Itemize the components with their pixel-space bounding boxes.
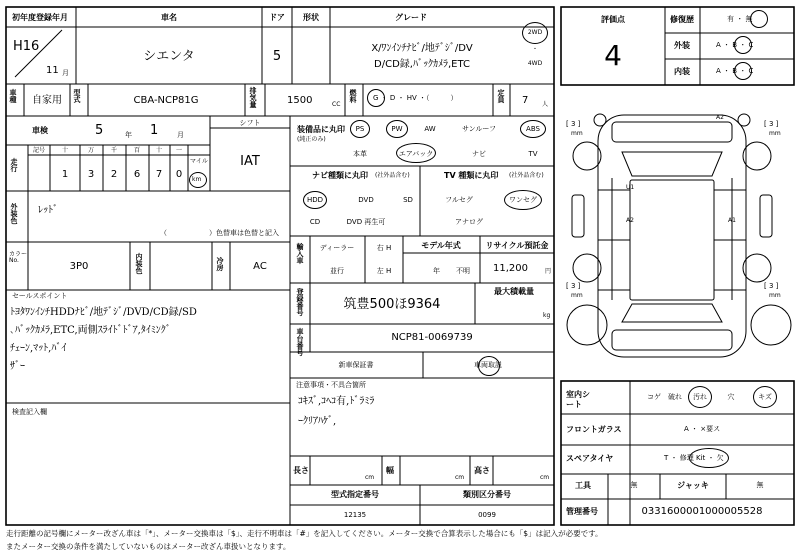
- car-name-value: シエンタ: [143, 49, 195, 64]
- navi-cd: CD: [309, 218, 321, 226]
- height-label: 高さ: [474, 466, 490, 475]
- digit-label-3: 百: [133, 147, 141, 154]
- seat-dirt: 汚れ: [693, 393, 707, 401]
- equip-airbag: エアバック: [398, 150, 434, 158]
- designation-value: 12135: [343, 511, 367, 519]
- exterior-label: 外装: [674, 41, 690, 50]
- fuel-label: 燃料: [349, 89, 357, 103]
- windshield-options: A ・ ×要ス: [684, 425, 721, 433]
- equip-abs: ABS: [526, 125, 540, 133]
- equip-navi: ナビ: [472, 150, 486, 158]
- max-load-unit: kg: [543, 312, 551, 319]
- model-year-unknown: 不明: [456, 267, 470, 275]
- diagram-bracket-tl: [ 3 ]: [566, 120, 581, 128]
- model-year-unit: 年: [433, 267, 440, 275]
- navi-title: ナビ種類に丸印: [312, 171, 368, 180]
- interior-b-ring: [734, 62, 752, 80]
- shaken-month: 1: [150, 123, 159, 138]
- km-label: km: [192, 176, 202, 183]
- equip-tv: TV: [528, 150, 538, 158]
- damage-mark-2: A2: [626, 217, 634, 224]
- first-reg-label: 初年度登録年月: [12, 13, 68, 22]
- shaken-label: 車検: [32, 126, 48, 135]
- fuel-options: G ・ D ・ HV ・（ ）: [373, 94, 458, 102]
- seat-hole: 穴: [727, 393, 735, 401]
- import-dealer: ディーラー: [319, 244, 355, 252]
- diagram-mm-tr: mm: [769, 130, 781, 137]
- tv-analog: アナログ: [455, 218, 483, 226]
- damage-mark-0: A2: [716, 114, 724, 121]
- shaken-year-unit: 年: [125, 131, 132, 139]
- inspector-label: 検査記入欄: [12, 408, 47, 416]
- sales-points-label: セールスポイント: [12, 292, 68, 300]
- equipment-label: 装備品に丸印: [297, 125, 345, 134]
- digit-label-0: 十: [61, 147, 69, 154]
- equip-leather: 本革: [353, 150, 367, 158]
- warranty-label: 新車保証書: [338, 361, 374, 369]
- chassis-value: NCP81-0069739: [391, 332, 473, 343]
- mileage-digit-4: 7: [155, 169, 163, 180]
- jack-label: ジャッキ: [677, 481, 709, 490]
- equip-aw: AW: [424, 125, 436, 133]
- max-load-label: 最大積載量: [494, 287, 534, 296]
- navi-sd: SD: [403, 196, 413, 204]
- shift-label: シフト: [239, 119, 261, 127]
- width-unit: cm: [455, 474, 465, 481]
- door-label: ドア: [269, 13, 285, 22]
- tv-fullseg: フルセグ: [445, 196, 473, 204]
- designation-label: 型式指定番号: [331, 490, 379, 499]
- mileage-label: 走行: [10, 158, 18, 172]
- sales-line-1: ﾄﾖﾀﾜﾝｲﾝﾁHDDﾅﾋﾞ/地ﾃﾞｼﾞ/DVD/CD録/SD: [10, 307, 197, 318]
- exterior-options: A ・ B ・ C: [716, 41, 754, 49]
- digit-label-2: 千: [110, 147, 118, 154]
- seat-scratch: キズ: [758, 393, 772, 401]
- first-reg-month: 11: [46, 65, 59, 76]
- repair-options: 有 ・ 無: [727, 15, 753, 23]
- car-diagram: [567, 114, 791, 357]
- import-right-h: 右 H: [376, 244, 392, 252]
- grade-line1: X/ﾜﾝｲﾝﾁﾅﾋﾞ/地ﾃﾞｼﾞ/DV: [371, 43, 473, 54]
- length-label: 長さ: [293, 466, 309, 475]
- seat-burn: コゲ: [647, 393, 661, 401]
- windshield-label: フロントガラス: [566, 425, 622, 434]
- spare-options: T ・ 修理 Kit ・ 欠: [664, 454, 724, 462]
- drive-4wd: 4WD: [527, 60, 543, 67]
- mgmt-label: 管理番号: [566, 507, 598, 516]
- grade-label: グレード: [395, 13, 427, 22]
- chassis-label: 車台番号: [296, 328, 304, 356]
- interior-options: A ・ B ・ C: [716, 67, 754, 75]
- spare-label: スペアタイヤ: [566, 454, 614, 463]
- recycle-value: 11,200: [493, 263, 528, 274]
- diagram-bracket-bl: [ 3 ]: [566, 282, 581, 290]
- tools-label: 工具: [575, 481, 591, 490]
- drive-2wd: 2WD: [527, 29, 543, 36]
- mileage-digit-5: 0: [175, 169, 183, 180]
- mileage-digit-0: 1: [61, 169, 69, 180]
- use-value: 自家用: [32, 95, 62, 106]
- color-no-label: カラーNo.: [9, 251, 28, 264]
- import-parallel: 並行: [330, 267, 344, 275]
- diagram-mm-bl: mm: [571, 292, 583, 299]
- mileage-symbol-label: 記号: [33, 147, 46, 154]
- navi-dvd-play: DVD 再生可: [346, 218, 386, 226]
- import-left-h: 左 H: [376, 267, 392, 275]
- vehicle-class-label: 車種: [9, 89, 17, 103]
- repair-none-ring: [750, 10, 768, 28]
- mileage-digit-3: 6: [133, 169, 141, 180]
- height-unit: cm: [540, 474, 550, 481]
- ac-label: 冷房: [216, 257, 224, 271]
- spare-kit-ring: [689, 448, 729, 468]
- tools-value: 無: [630, 481, 638, 489]
- seat-label: 室内シート: [566, 390, 590, 410]
- interior-color-label: 内装色: [135, 253, 143, 274]
- car-name-label: 車名: [161, 13, 177, 22]
- recycle-unit: 円: [545, 268, 552, 275]
- digit-label-1: 万: [87, 147, 95, 154]
- import-label: 輸入車: [296, 243, 304, 264]
- diagram-mm-br: mm: [769, 292, 781, 299]
- notes-line-1: ｺｷｽﾞ,ｺﾍｺ有,ﾄﾞﾗﾐﾗ: [298, 396, 375, 407]
- tv-title: TV 種類に丸印: [444, 171, 499, 180]
- equipment-sublabel: (純正のみ): [297, 136, 326, 143]
- capacity-label: 定員: [497, 89, 505, 103]
- equip-sunroof: サンルーフ: [461, 125, 497, 133]
- ac-value: AC: [253, 261, 267, 272]
- capacity-value: 7: [522, 95, 529, 106]
- model-value: CBA-NCP81G: [133, 95, 199, 106]
- category-label: 類別区分番号: [463, 490, 511, 499]
- tv-title-note: (社外品含む): [509, 172, 544, 179]
- navi-hdd: HDD: [306, 196, 324, 204]
- sales-line-2: ､ﾊﾞｯｸｶﾒﾗ,ETC,両側ｽﾗｲﾄﾞﾄﾞｱ,ﾀｲﾐﾝｸﾞ: [10, 325, 171, 336]
- diagram-mm-tl: mm: [571, 130, 583, 137]
- shaken-year: 5: [95, 123, 104, 138]
- color-note: （ ）色替車は色替と記入: [160, 229, 279, 237]
- mileage-digit-1: 3: [87, 169, 95, 180]
- exterior-b-ring: [734, 36, 752, 54]
- drive-sep: ・: [531, 46, 539, 53]
- notes-label: 注意事項・不具合箇所: [296, 381, 366, 389]
- score-value: 4: [604, 39, 622, 72]
- sales-line-3: ﾁｪｰﾝ,ﾏｯﾄ,ﾊﾞｲ: [10, 343, 67, 354]
- capacity-unit: 人: [542, 101, 549, 108]
- diagram-bracket-tr: [ 3 ]: [764, 120, 779, 128]
- length-unit: cm: [365, 474, 375, 481]
- digit-label-4: 十: [155, 147, 163, 154]
- displacement-value: 1500: [287, 95, 313, 106]
- footer-line-2: またメーター交換の条件を満たしていないものはメーター改ざん車扱いとなります。: [6, 542, 291, 551]
- seat-tear: 破れ: [668, 393, 682, 401]
- grade-line2: D/CD録,ﾊﾞｯｸｶﾒﾗ,ETC: [374, 59, 470, 70]
- equip-ps: PS: [355, 125, 365, 133]
- first-reg-era: H16: [13, 39, 40, 54]
- repair-label: 修復歴: [670, 15, 694, 24]
- digit-label-5: 一: [175, 147, 183, 154]
- diagram-bracket-br: [ 3 ]: [764, 282, 779, 290]
- recycle-label: リサイクル預託金: [485, 241, 549, 250]
- mgmt-value: 0331600001000005528: [641, 506, 763, 517]
- mile-label: マイル: [190, 158, 208, 165]
- model-label: 型式: [73, 89, 81, 103]
- score-label: 評価点: [601, 15, 625, 24]
- navi-dvd: DVD: [358, 196, 374, 204]
- interior-label: 内装: [674, 67, 690, 76]
- navi-title-note: (社外品含む): [375, 172, 410, 179]
- shape-label: 形状: [303, 13, 319, 22]
- color-value: ﾚｯﾄﾞ: [38, 205, 58, 216]
- color-label: 外装色: [10, 203, 18, 224]
- footer-line-1: 走行距離の記号欄にメーター改ざん車は「*」、メーター交換車は「$」、走行不明車は「#」を記入してください。メーター交換で合算表示した場合にも「$」は記入が必要です。: [6, 529, 603, 538]
- notes-line-2: ｰｸﾘｱﾊｹﾞ,: [298, 416, 337, 427]
- damage-mark-1: U1: [626, 184, 635, 191]
- damage-mark-3: A1: [728, 217, 736, 224]
- shift-value: IAT: [240, 154, 260, 169]
- color-no-value: 3P0: [69, 261, 89, 272]
- mileage-digit-2: 2: [110, 169, 118, 180]
- doors-value: 5: [272, 49, 282, 64]
- model-year-label: モデル年式: [421, 241, 461, 250]
- shaken-month-unit: 月: [177, 131, 184, 139]
- width-label: 幅: [386, 466, 394, 475]
- registration-label: 登録番号: [296, 288, 304, 316]
- manual-label: 車両取説: [474, 361, 502, 369]
- first-reg-month-unit: 月: [62, 69, 69, 77]
- displacement-label: 排気量: [249, 87, 257, 108]
- jack-value: 無: [756, 481, 764, 489]
- category-value: 0099: [478, 511, 496, 519]
- displacement-unit: CC: [332, 101, 341, 108]
- tv-oneseg: ワンセグ: [509, 196, 537, 204]
- equip-pw: PW: [391, 125, 403, 133]
- sales-line-4: ｻﾞｰ: [10, 361, 25, 372]
- registration-value: 筑豊500ほ9364: [343, 297, 441, 312]
